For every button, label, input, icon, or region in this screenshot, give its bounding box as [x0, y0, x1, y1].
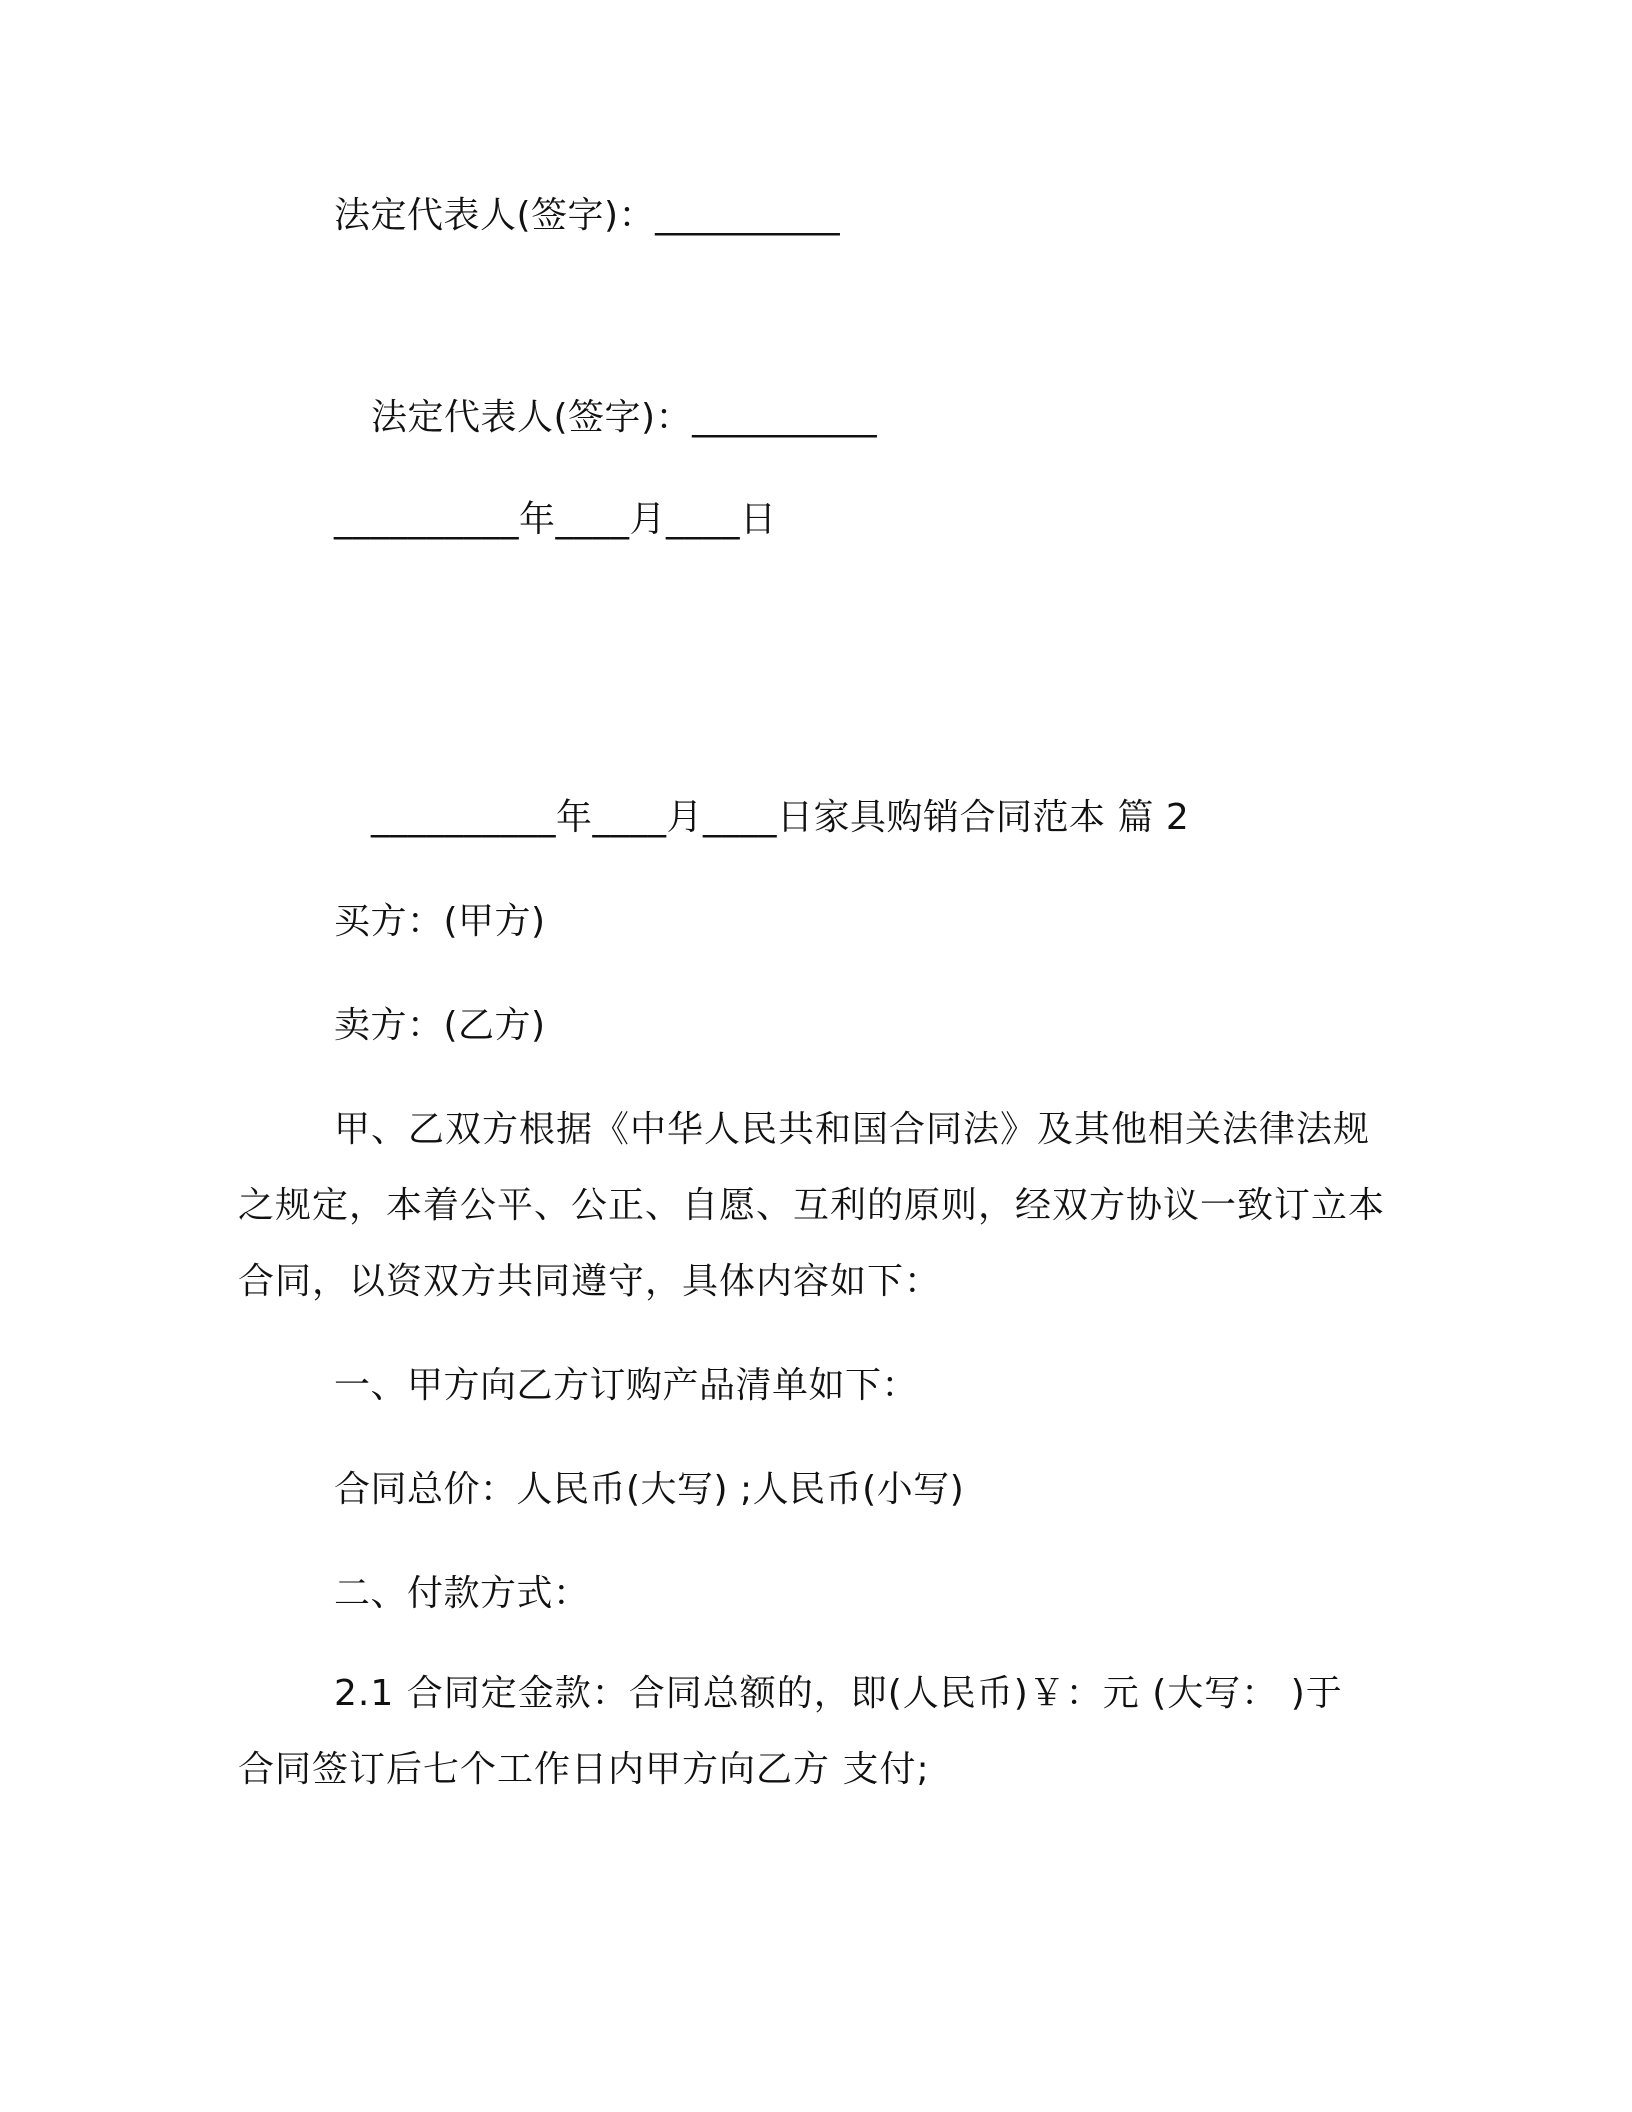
date-line: __________年____月____日: [334, 499, 777, 540]
intro-paragraph: 甲、乙双方根据《中华人民共和国合同法》及其他相关法律法规之规定，本着公平、公正、自愿、互利的原则，经双方协议一致订立本合同，以资双方共同遵守，具体内容如下：: [238, 1109, 1386, 1302]
signature-line-1: 法定代表人(签字)：__________: [334, 195, 841, 236]
clause-1-heading: 一、甲方向乙方订购产品清单如下：: [334, 1365, 919, 1406]
seller-line: 卖方：(乙方): [334, 1005, 546, 1046]
clause-2-heading: 二、付款方式：: [334, 1573, 590, 1614]
signature-line-2: 法定代表人(签字)：__________: [371, 397, 878, 438]
buyer-line: 买方：(甲方): [334, 901, 546, 942]
total-price-line: 合同总价：人民币(大写) ;人民币(小写): [334, 1469, 965, 1510]
section-title: __________年____月____日家具购销合同范本 篇 2: [371, 797, 1190, 838]
clause-2-1-paragraph: 2.1 合同定金款：合同总额的，即(人民币)￥：元 (大写： )于 合同签订后七个工作日内甲方向乙方 支付;: [238, 1673, 1343, 1790]
